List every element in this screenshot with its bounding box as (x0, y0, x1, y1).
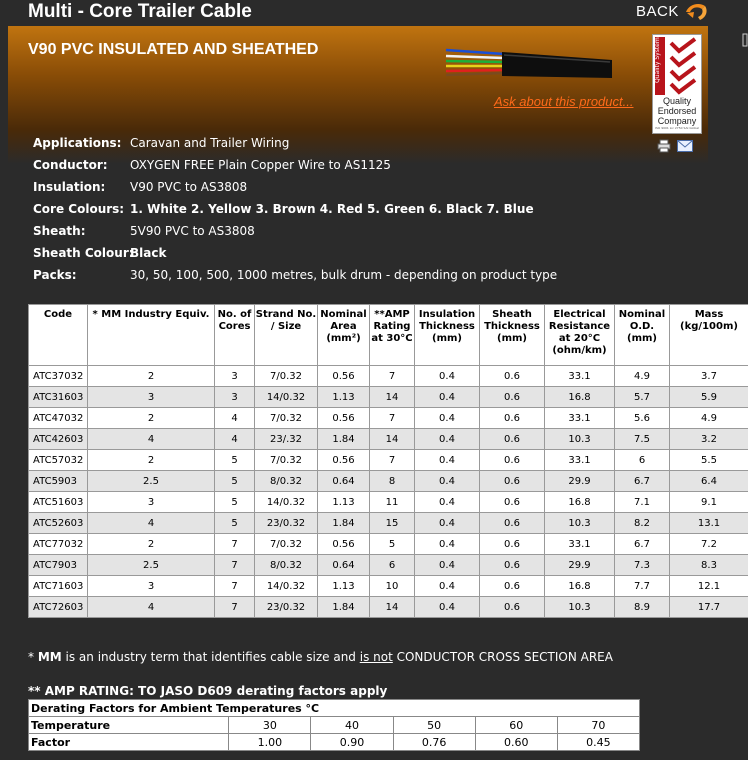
table-cell: 4 (88, 597, 215, 618)
table-cell: 7 (215, 576, 255, 597)
note-term: MM (37, 650, 62, 664)
table-cell: 7/0.32 (255, 534, 318, 555)
table-cell: 13.1 (670, 513, 748, 534)
side-strip (740, 30, 748, 50)
table-cell: 7 (215, 555, 255, 576)
table-cell: 1.84 (318, 597, 370, 618)
table-cell: 1.13 (318, 492, 370, 513)
spec-value: 30, 50, 100, 500, 1000 metres, bulk drum - depending on product type (130, 268, 558, 282)
temperature-label: Temperature (29, 717, 229, 734)
column-header: Mass (kg/100m) (670, 305, 748, 366)
table-cell: 6.7 (615, 471, 670, 492)
table-cell: 0.4 (415, 450, 480, 471)
note-suffix: CONDUCTOR CROSS SECTION AREA (392, 650, 613, 664)
table-cell: 0.4 (415, 555, 480, 576)
table-row (29, 597, 748, 618)
table-cell: 3.7 (670, 366, 748, 387)
table-cell: 8.9 (615, 597, 670, 618)
column-header: **AMP Rating at 30°C (370, 305, 415, 366)
table-cell: 16.8 (545, 576, 615, 597)
factor-label: Factor (29, 734, 229, 751)
spec-label: Conductor: (33, 158, 108, 172)
table-cell: 0.56 (318, 408, 370, 429)
note-underlined: is not (359, 650, 393, 664)
table-row (29, 408, 748, 429)
table-cell: 0.4 (415, 597, 480, 618)
spec-label: Core Colours: (33, 202, 125, 216)
table-cell: 14 (370, 387, 415, 408)
table-cell: 7 (215, 534, 255, 555)
table-cell: 23/0.32 (255, 513, 318, 534)
table-cell: 8.2 (615, 513, 670, 534)
table-cell: 8/0.32 (255, 555, 318, 576)
table-row (29, 387, 748, 408)
table-cell: 4.9 (615, 366, 670, 387)
table-row (29, 555, 748, 576)
factor-cell: 0.60 (475, 734, 557, 751)
table-cell: 7 (370, 450, 415, 471)
table-cell: 0.6 (480, 429, 545, 450)
cable-code-cell: ATC37032 (29, 366, 88, 387)
cable-code-cell: ATC77032 (29, 534, 88, 555)
table-cell: 5 (215, 492, 255, 513)
column-header: Sheath Thickness (mm) (480, 305, 545, 366)
table-cell: 2 (88, 450, 215, 471)
table-cell: 0.56 (318, 450, 370, 471)
table-cell: 7 (215, 597, 255, 618)
table-cell: 4 (88, 513, 215, 534)
temperature-cell: 50 (393, 717, 475, 734)
table-cell: 3 (88, 492, 215, 513)
amp-rating-title: ** AMP RATING: TO JASO D609 derating factors apply (28, 684, 388, 698)
column-header: No. of Cores (215, 305, 255, 366)
factor-cell: 0.45 (557, 734, 639, 751)
column-header: Electrical Resistance at 20°C (ohm/km) (545, 305, 615, 366)
print-icon[interactable] (657, 139, 671, 153)
checkmarks-icon (667, 37, 699, 95)
table-cell: 0.4 (415, 513, 480, 534)
product-title: V90 PVC INSULATED AND SHEATHED (28, 41, 319, 58)
table-cell: 12.1 (670, 576, 748, 597)
cable-code-cell: ATC72603 (29, 597, 88, 618)
table-cell: 0.6 (480, 513, 545, 534)
table-cell: 5.7 (615, 387, 670, 408)
table-cell: 7/0.32 (255, 366, 318, 387)
table-cell: 29.9 (545, 555, 615, 576)
table-cell: 2.5 (88, 471, 215, 492)
table-cell: 9.1 (670, 492, 748, 513)
table-cell: 3 (88, 387, 215, 408)
table-cell: 5.5 (670, 450, 748, 471)
badge-vertical-text: Quality System (654, 37, 661, 83)
note-prefix: * (28, 650, 38, 664)
table-cell: 5.6 (615, 408, 670, 429)
table-cell: 8.3 (670, 555, 748, 576)
page-title: Multi - Core Trailer Cable (28, 1, 252, 22)
table-row (29, 492, 748, 513)
table-row (29, 471, 748, 492)
table-cell: 0.6 (480, 597, 545, 618)
table-cell: 33.1 (545, 408, 615, 429)
table-cell: 0.4 (415, 429, 480, 450)
spec-value: OXYGEN FREE Plain Copper Wire to AS1125 (130, 158, 391, 172)
table-cell: 0.6 (480, 387, 545, 408)
table-cell: 23/0.32 (255, 597, 318, 618)
table-cell: 0.4 (415, 471, 480, 492)
table-cell: 10.3 (545, 597, 615, 618)
table-cell: 2 (88, 408, 215, 429)
table-cell: 14/0.32 (255, 492, 318, 513)
table-cell: 5 (215, 471, 255, 492)
table-row (29, 576, 748, 597)
factor-cell: 0.90 (311, 734, 393, 751)
spec-label: Insulation: (33, 180, 106, 194)
spec-label: Sheath Colour: (33, 246, 134, 260)
table-cell: 4.9 (670, 408, 748, 429)
badge-fine-print: ISO 9001 Lic 2750 SAI Global (655, 126, 699, 130)
spec-label: Applications: (33, 136, 122, 150)
column-header: Insulation Thickness (mm) (415, 305, 480, 366)
table-cell: 3 (215, 366, 255, 387)
factor-cell: 0.76 (393, 734, 475, 751)
table-cell: 2 (88, 534, 215, 555)
spec-value: 1. White 2. Yellow 3. Brown 4. Red 5. Green 6. Black 7. Blue (130, 202, 534, 216)
table-cell: 14 (370, 429, 415, 450)
table-cell: 0.64 (318, 471, 370, 492)
table-row (29, 513, 748, 534)
table-cell: 8/0.32 (255, 471, 318, 492)
table-cell: 5 (370, 534, 415, 555)
table-cell: 0.4 (415, 366, 480, 387)
table-cell: 4 (215, 429, 255, 450)
table-cell: 7 (370, 366, 415, 387)
table-cell: 14 (370, 597, 415, 618)
cable-code-cell: ATC47032 (29, 408, 88, 429)
table-cell: 0.6 (480, 534, 545, 555)
table-cell: 5.9 (670, 387, 748, 408)
table-cell: 0.6 (480, 366, 545, 387)
column-header: * MM Industry Equiv. (88, 305, 215, 366)
ask-about-product-link[interactable]: Ask about this product... (494, 94, 634, 109)
table-cell: 0.4 (415, 492, 480, 513)
table-cell: 7.3 (615, 555, 670, 576)
table-cell: 33.1 (545, 534, 615, 555)
table-cell: 5 (215, 513, 255, 534)
table-cell: 0.6 (480, 408, 545, 429)
table-cell: 0.56 (318, 534, 370, 555)
cable-code-cell: ATC52603 (29, 513, 88, 534)
table-cell: 1.84 (318, 429, 370, 450)
table-cell: 0.6 (480, 450, 545, 471)
factor-row (29, 734, 640, 751)
table-cell: 6.4 (670, 471, 748, 492)
table-cell: 0.4 (415, 534, 480, 555)
table-cell: 33.1 (545, 450, 615, 471)
table-cell: 0.6 (480, 492, 545, 513)
table-cell: 23/.32 (255, 429, 318, 450)
table-cell: 4 (88, 429, 215, 450)
table-cell: 0.64 (318, 555, 370, 576)
spec-value: Caravan and Trailer Wiring (130, 136, 290, 150)
badge-line-3: Company (657, 116, 697, 126)
table-cell: 16.8 (545, 387, 615, 408)
temperature-cell: 30 (229, 717, 311, 734)
spec-value: Black (130, 246, 167, 260)
table-header-row (29, 305, 748, 366)
table-cell: 7.2 (670, 534, 748, 555)
badge-line-1: Quality (662, 96, 691, 106)
cable-code-cell: ATC57032 (29, 450, 88, 471)
table-row (29, 429, 748, 450)
table-cell: 1.84 (318, 513, 370, 534)
table-row (29, 534, 748, 555)
table-cell: 0.4 (415, 576, 480, 597)
table-cell: 7/0.32 (255, 450, 318, 471)
temperature-row (29, 717, 640, 734)
spec-label: Sheath: (33, 224, 86, 238)
cable-code-cell: ATC7903 (29, 555, 88, 576)
cable-code-cell: ATC71603 (29, 576, 88, 597)
temperature-cell: 60 (475, 717, 557, 734)
table-cell: 6 (615, 450, 670, 471)
table-cell: 15 (370, 513, 415, 534)
table-cell: 10 (370, 576, 415, 597)
cable-code-cell: ATC42603 (29, 429, 88, 450)
badge-line-2: Endorsed (657, 106, 697, 116)
back-button[interactable]: BACK (636, 3, 679, 20)
back-arrow-icon[interactable] (683, 0, 709, 24)
table-cell: 0.6 (480, 471, 545, 492)
table-cell: 0.6 (480, 576, 545, 597)
table-cell: 1.13 (318, 387, 370, 408)
table-row (29, 366, 748, 387)
email-icon[interactable] (677, 140, 693, 152)
table-cell: 0.4 (415, 387, 480, 408)
column-header: Strand No. / Size (255, 305, 318, 366)
table-cell: 7.7 (615, 576, 670, 597)
table-cell: 1.13 (318, 576, 370, 597)
table-cell: 0.56 (318, 366, 370, 387)
table-cell: 7/0.32 (255, 408, 318, 429)
cable-code-cell: ATC31603 (29, 387, 88, 408)
table-cell: 7.5 (615, 429, 670, 450)
table-cell: 29.9 (545, 471, 615, 492)
table-cell: 16.8 (545, 492, 615, 513)
table-cell: 10.3 (545, 429, 615, 450)
table-cell: 14/0.32 (255, 576, 318, 597)
table-cell: 3 (215, 387, 255, 408)
note-middle: is an industry term that identifies cable size and (61, 650, 360, 664)
table-cell: 0.4 (415, 408, 480, 429)
table-cell: 3.2 (670, 429, 748, 450)
quality-endorsed-badge (652, 34, 702, 134)
derating-title-row (29, 700, 640, 717)
temperature-cell: 70 (557, 717, 639, 734)
table-cell: 2.5 (88, 555, 215, 576)
temperature-cell: 40 (311, 717, 393, 734)
table-cell: 11 (370, 492, 415, 513)
table-cell: 14/0.32 (255, 387, 318, 408)
cable-spec-table (28, 304, 748, 618)
table-cell: 7.1 (615, 492, 670, 513)
spec-value: 5V90 PVC to AS3808 (130, 224, 255, 238)
spec-value: V90 PVC to AS3808 (130, 180, 248, 194)
table-cell: 33.1 (545, 366, 615, 387)
table-cell: 17.7 (670, 597, 748, 618)
table-row (29, 450, 748, 471)
table-cell: 0.6 (480, 555, 545, 576)
mm-footnote (28, 650, 613, 664)
cable-code-cell: ATC5903 (29, 471, 88, 492)
table-cell: 10.3 (545, 513, 615, 534)
table-cell: 5 (215, 450, 255, 471)
table-cell: 2 (88, 366, 215, 387)
factor-cell: 1.00 (229, 734, 311, 751)
column-header: Code (29, 305, 88, 366)
table-cell: 6.7 (615, 534, 670, 555)
table-cell: 3 (88, 576, 215, 597)
column-header: Nominal O.D. (mm) (615, 305, 670, 366)
table-cell: 7 (370, 408, 415, 429)
table-cell: 8 (370, 471, 415, 492)
derating-table (28, 699, 640, 751)
table-cell: 6 (370, 555, 415, 576)
cable-code-cell: ATC51603 (29, 492, 88, 513)
cable-image (444, 44, 614, 84)
derating-title: Derating Factors for Ambient Temperatures °C (29, 700, 640, 717)
spec-label: Packs: (33, 268, 77, 282)
table-cell: 4 (215, 408, 255, 429)
column-header: Nominal Area (mm²) (318, 305, 370, 366)
